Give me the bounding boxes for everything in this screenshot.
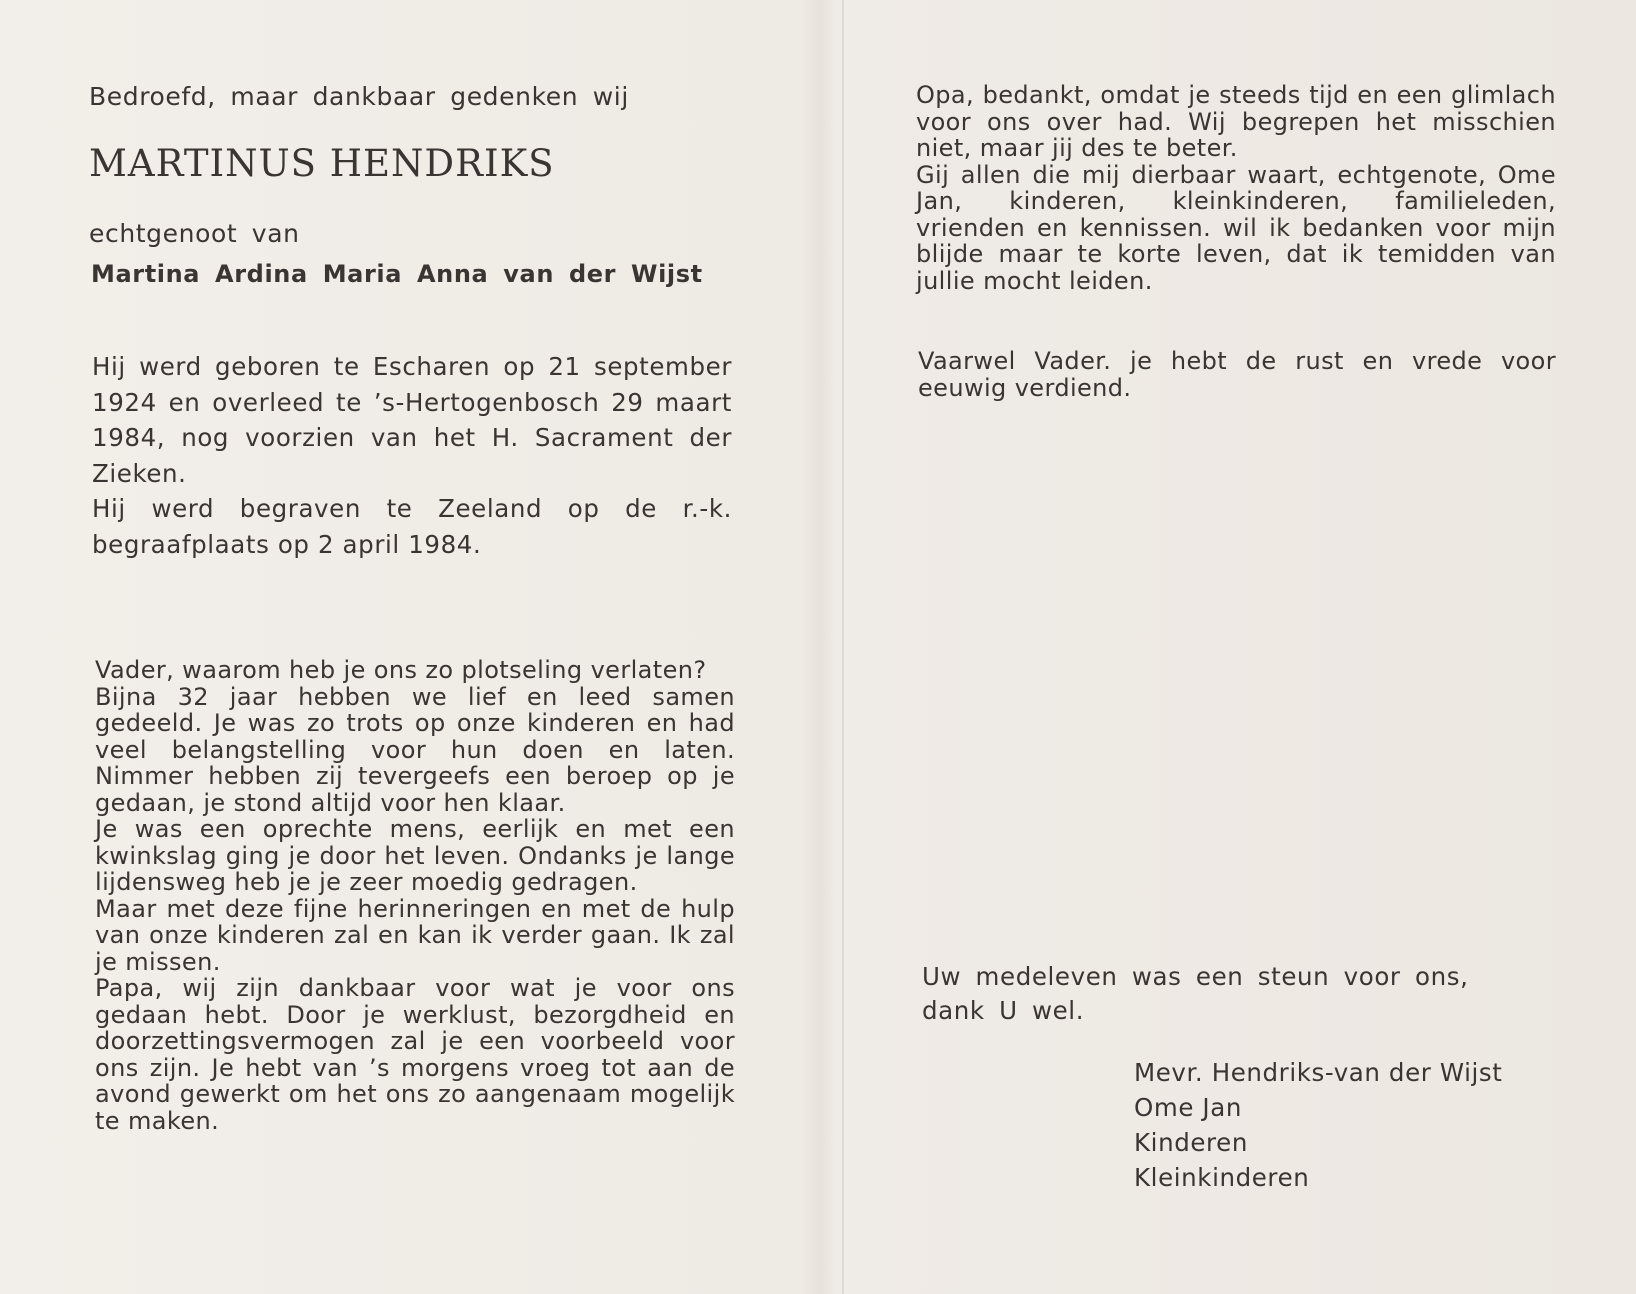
deceased-name: MARTINUS HENDRIKS [89,142,555,185]
card-fold-line [842,0,844,1294]
signers-list [1134,1055,1503,1195]
biography [92,349,732,562]
bio-paragraph: Hij werd begraven te Zeeland op de r.-k. begraafplaats op 2 april 1984. [92,494,732,559]
bio-paragraph: Hij werd geboren te Escharen op 21 september 1924 en overleed te ’s-Hertogenbosch 29 maart 1984, nog voorzien van het H. Sacrament der Zieken. [92,352,732,488]
message-paragraph: Vader, waarom heb je ons zo plotseling verlaten? [95,656,707,684]
personal-message-left [95,657,735,1134]
signer: Kleinkinderen [1134,1163,1310,1192]
thanks-line: Uw medeleven was een steun voor ons, [922,962,1469,991]
intro-line: Bedroefd, maar dankbaar gedenken wij [89,82,629,111]
signer: Kinderen [1134,1128,1248,1157]
message-paragraph: Opa, bedankt, omdat je steeds tijd en een glimlach voor ons over had. Wij begrepen het misschien niet, maar jij des te beter. [916,81,1556,162]
message-paragraph: Maar met deze fijne herinneringen en met de hulp van onze kinderen zal en kan ik verder gaan. Ik zal je missen. [95,894,735,976]
thanks-line: dank U wel. [922,996,1085,1025]
spouse-intro: echtgenoot van [89,219,300,248]
spouse-name: Martina Ardina Maria Anna van der Wijst [91,260,703,288]
signer: Ome Jan [1134,1093,1242,1122]
message-paragraph: Gij allen die mij dierbaar waart, echtgenote, Ome Jan, kinderen, kleinkinderen, familieleden, vrienden en kennissen. wil ik bedanken voor mijn blijde maar te korte leven, dat ik temidden van jullie mocht leiden. [916,160,1556,295]
message-paragraph: Papa, wij zijn dankbaar voor wat je voor ons gedaan hebt. Door je werklust, bezorgdheid en doorzettingsvermogen zal je een voorbeeld voor ons zijn. Je hebt van ’s morgens vroeg tot aan de avond gewerkt om het ons zo aangenaam mogelijk te maken. [95,974,735,1135]
farewell-text: Vaarwel Vader. je hebt de rust en vrede voor eeuwig verdiend. [918,347,1556,402]
message-paragraph: Bijna 32 jaar hebben we lief en leed samen gedeeld. Je was zo trots op onze kinderen en had veel belangstelling voor hun doen en laten. Nimmer hebben zij tevergeefs een beroep op je gedaan, je stond altijd voor hen klaar. [95,682,735,817]
thanks-text [922,960,1468,1028]
personal-message-right [916,82,1556,294]
signer: Mevr. Hendriks-van der Wijst [1134,1058,1503,1087]
message-paragraph: Je was een oprechte mens, eerlijk en met een kwinkslag ging je door het leven. Ondanks je lange lijdensweg heb je je zeer moedig gedragen. [95,815,735,896]
